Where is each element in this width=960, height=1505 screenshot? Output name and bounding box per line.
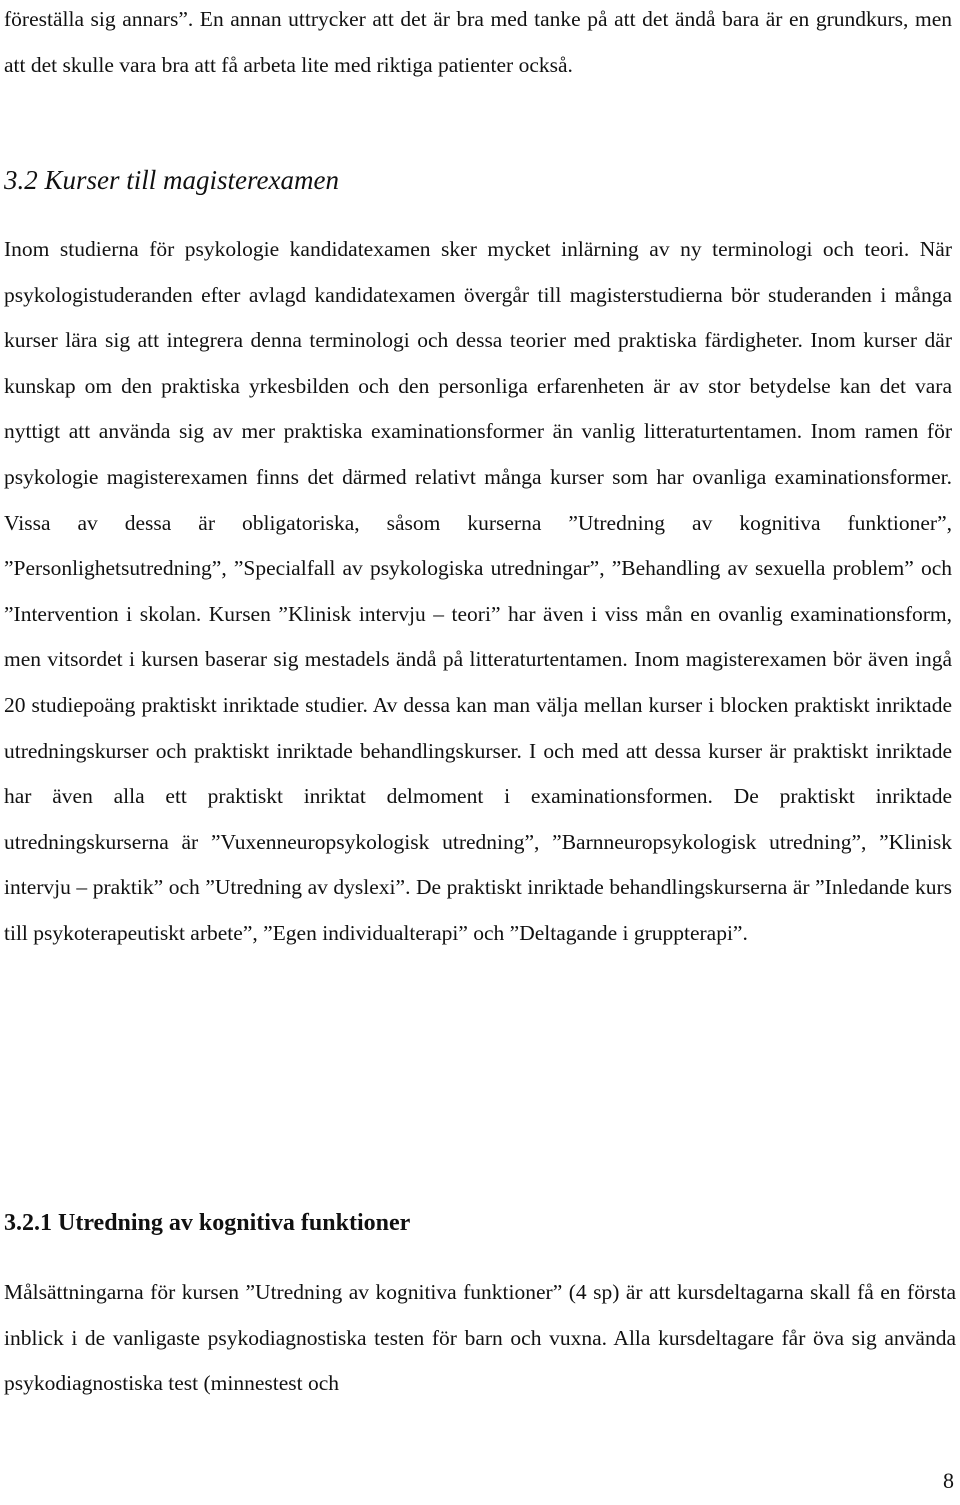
section-heading-3-2: 3.2 Kurser till magisterexamen [4, 165, 339, 195]
paragraph-course-goals: Målsättningarna för kursen ”Utredning av kognitiva funktioner” (4 sp) är att kursdeltagarna skall få en första inblick i de vanligaste psykodiagnostiska testen för barn och vuxna. Alla kursdeltagare får öva sig använda psykodiagnostiska test (minnestest och [4, 1280, 956, 1396]
subsection-heading-3-2-1: 3.2.1 Utredning av kognitiva funktioner [4, 1210, 411, 1236]
paragraph-continuation: föreställa sig annars”. En annan uttrycker att det är bra med tanke på att det ändå bara är en grundkurs, men att det skulle vara bra att få arbeta lite med riktiga patienter också. [4, 7, 952, 77]
paragraph-courses-overview: Inom studierna för psykologie kandidatexamen sker mycket inlärning av ny terminologi och teori. När psykologistuderanden efter avlagd kandidatexamen övergår till magisterstudierna bör studeranden i många kurser lära sig att integrera denna terminologi och dessa teorier med praktiska färdigheter. Inom kurser där kunskap om den praktiska yrkesbilden och den personliga erfarenheten är av stor betydelse kan det vara nyttigt att använda sig av mer praktiska examinationsformer än vanlig litteraturtentamen. Inom ramen för psykologie magisterexamen finns det därmed relativt många kurser som har ovanliga examinationsformer. Vissa av dessa är obligatoriska, såsom kurserna ”Utredning av kognitiva funktioner”, ”Personlighetsutredning”, ”Specialfall av psykologiska utredningar”, ”Behandling av sexuella problem” och ”Intervention i skolan. Kursen ”Klinisk intervju – teori” har även i viss mån en ovanlig examinationsform, men vitsordet i kursen baserar sig mestadels ändå på litteraturtentamen. Inom magisterexamen bör även ingå 20 studiepoäng praktiskt inriktade studier. Av dessa kan man välja mellan kurser i blocken praktiskt inriktade utredningskurser och praktiskt inriktade behandlingskurser. I och med att dessa kurser är praktiskt inriktade har även alla ett praktiskt inriktat delmoment i examinationsformen. De praktiskt inriktade utredningskurserna är ”Vuxenneuropsykologisk utredning”, ”Barnneuropsykologisk utredning”, ”Klinisk intervju – praktik” och ”Utredning av dyslexi”. De praktiskt inriktade behandlingskurserna är ”Inledande kurs till psykoterapeutiskt arbete”, ”Egen individualterapi” och ”Deltagande i gruppterapi”. [4, 237, 952, 945]
page-number: 8 [943, 1468, 954, 1493]
